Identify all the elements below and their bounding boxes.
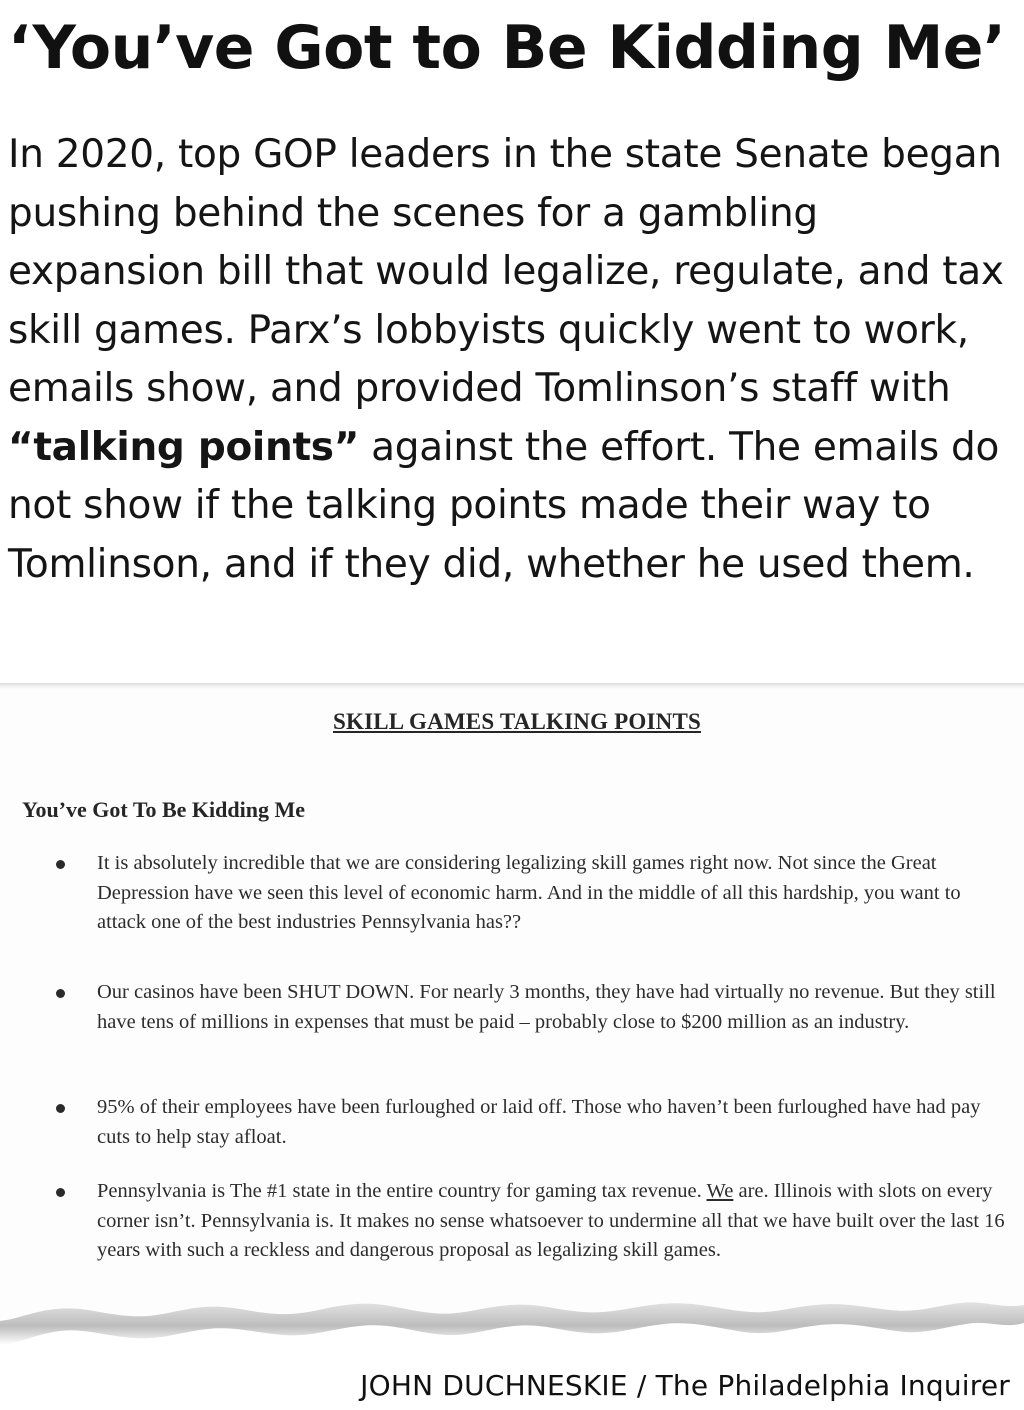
- list-item-text-start: Pennsylvania is The #1 state in the entire country for gaming tax revenue.: [97, 1180, 707, 1202]
- intro-text-start: In 2020, top GOP leaders in the state Senate began pushing behind the scenes for a gambling expansion bill that would legalize, regulate, and tax skill games. Parx’s lobbyists quickly went to work, emails show, and provided Tomlinson’s staff with: [8, 132, 1004, 411]
- credit-outlet: The Philadelphia Inquirer: [655, 1369, 1010, 1402]
- intro-emphasis: “talking points”: [8, 424, 360, 470]
- bullet-icon: [56, 860, 65, 869]
- underlined-word: We: [706, 1180, 734, 1202]
- bullet-icon: [56, 989, 65, 998]
- headline: ‘You’ve Got to Be Kidding Me’: [8, 13, 1006, 83]
- bullet-icon: [56, 1188, 65, 1197]
- document-excerpt: [0, 683, 1024, 1383]
- credit-separator: /: [627, 1369, 656, 1402]
- photo-credit: [360, 1368, 1010, 1404]
- credit-photographer: JOHN DUCHNESKIE: [360, 1369, 628, 1402]
- list-item-text: [97, 1177, 1009, 1266]
- list-item-text: 95% of their employees have been furloughed or laid off. Those who haven’t been furloughed have had pay cuts to help stay afloat.: [97, 1096, 981, 1148]
- document-page: [0, 683, 1024, 1323]
- list-item-text: Our casinos have been SHUT DOWN. For nearly 3 months, they have had virtually no revenue. But they still have tens of millions in expenses that must be paid – probably close to $200 million as an industry.: [97, 981, 996, 1033]
- document-title: SKILL GAMES TALKING POINTS: [333, 709, 701, 734]
- intro-text-end: against the effort. The emails do not show if the talking points made their way to Tomlinson, and if they did, whether he used them.: [8, 424, 1000, 587]
- list-item-text-end: are. Illinois with slots on every corner isn’t. Pennsylvania is. It makes no sense whatsoever to undermine all that we have built over the last 16 years with such a reckless and dangerous proposal as legalizing skill games.: [97, 1180, 1005, 1261]
- list-item-text: It is absolutely incredible that we are considering legalizing skill games right now. Not since the Great Depression have we seen this level of economic harm. And in the middle of all this hardship, you want to attack one of the best industries Pennsylvania has??: [97, 852, 961, 933]
- document-subtitle: You’ve Got To Be Kidding Me: [22, 797, 305, 822]
- intro-paragraph: [8, 126, 1013, 594]
- bullet-icon: [56, 1104, 65, 1113]
